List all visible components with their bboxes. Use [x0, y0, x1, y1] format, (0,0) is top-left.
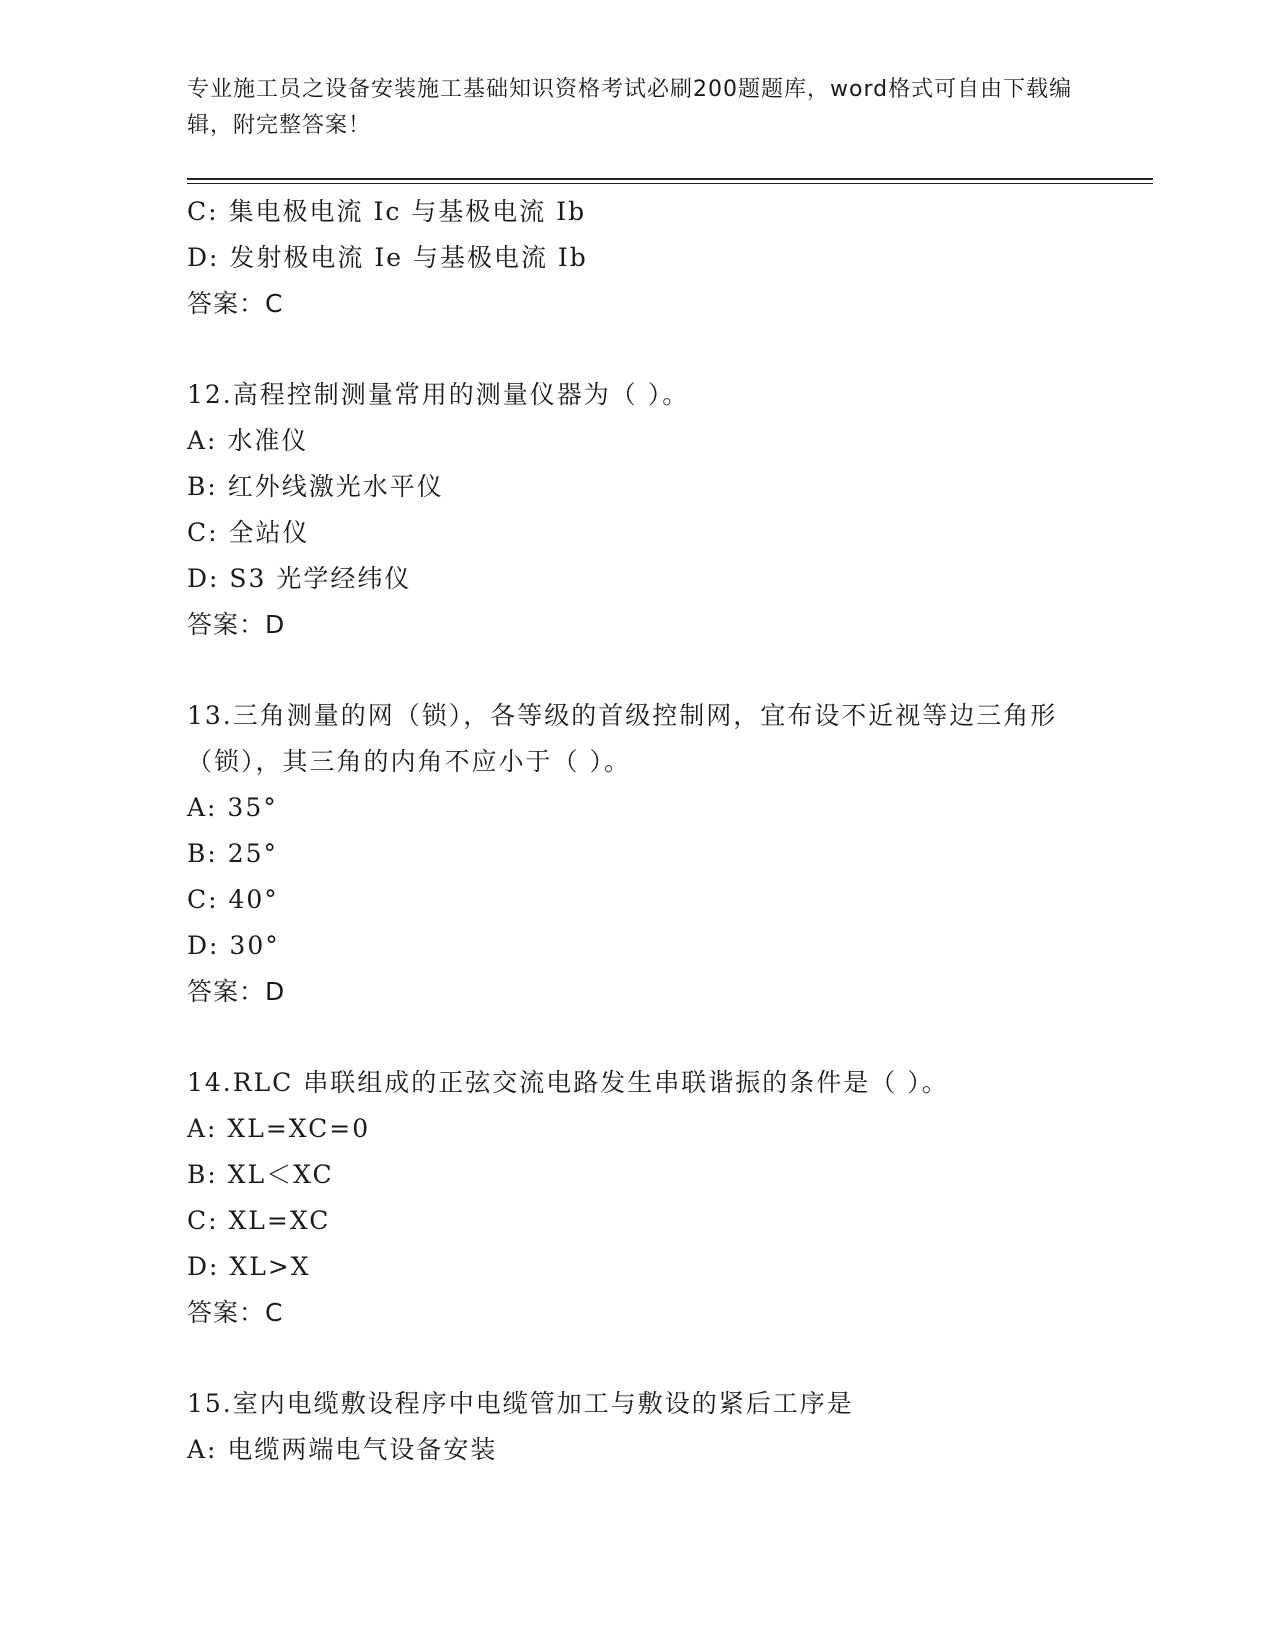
option-c: C: 40° [187, 885, 279, 914]
option-a: A: XL=XC=0 [187, 1114, 371, 1143]
spacer [187, 327, 1087, 372]
spacer [187, 1015, 1087, 1060]
question-text: 13.三角测量的网（锁），各等级的首级控制网，宜布设不近视等边三角形（锁），其三角的内角不应小于（ ）。 [187, 701, 1058, 776]
spacer [187, 1336, 1087, 1381]
option-c: C: 集电极电流 Ic 与基极电流 Ib [187, 197, 587, 226]
document-header: 专业施工员之设备安装施工基础知识资格考试必刷200题题库，word格式可自由下载编辑，附完整答案！ [187, 77, 1073, 138]
answer-line: 答案：D [187, 610, 286, 639]
option-b: B: XL＜XC [187, 1160, 334, 1189]
question-13 [187, 693, 1087, 1015]
question-15 [187, 1381, 1087, 1473]
option-d: D: S3 光学经纬仪 [187, 564, 412, 593]
question-text: 15.室内电缆敷设程序中电缆管加工与敷设的紧后工序是 [187, 1389, 854, 1418]
option-d: D: 30° [187, 931, 280, 960]
header-divider-thick [187, 178, 1153, 180]
header-divider-thin [187, 183, 1153, 184]
question-text: 14.RLC 串联组成的正弦交流电路发生串联谐振的条件是（ ）。 [187, 1068, 949, 1097]
option-a: A: 水准仪 [187, 426, 309, 455]
answer-line: 答案：C [187, 289, 284, 318]
question-list [187, 189, 1087, 1473]
option-d: D: 发射极电流 Ie 与基极电流 Ib [187, 243, 588, 272]
question-12 [187, 372, 1087, 648]
question-14 [187, 1060, 1087, 1336]
spacer [187, 648, 1087, 693]
option-d: D: XL>X [187, 1252, 311, 1281]
answer-line: 答案：C [187, 1298, 284, 1327]
option-c: C: XL=XC [187, 1206, 331, 1235]
question-fragment [187, 189, 1087, 327]
answer-line: 答案：D [187, 977, 286, 1006]
question-text: 12.高程控制测量常用的测量仪器为（ ）。 [187, 380, 690, 409]
option-a: A: 电缆两端电气设备安装 [187, 1435, 498, 1464]
option-c: C: 全站仪 [187, 518, 310, 547]
option-b: B: 红外线激光水平仪 [187, 472, 444, 501]
option-a: A: 35° [187, 793, 278, 822]
option-b: B: 25° [187, 839, 279, 868]
